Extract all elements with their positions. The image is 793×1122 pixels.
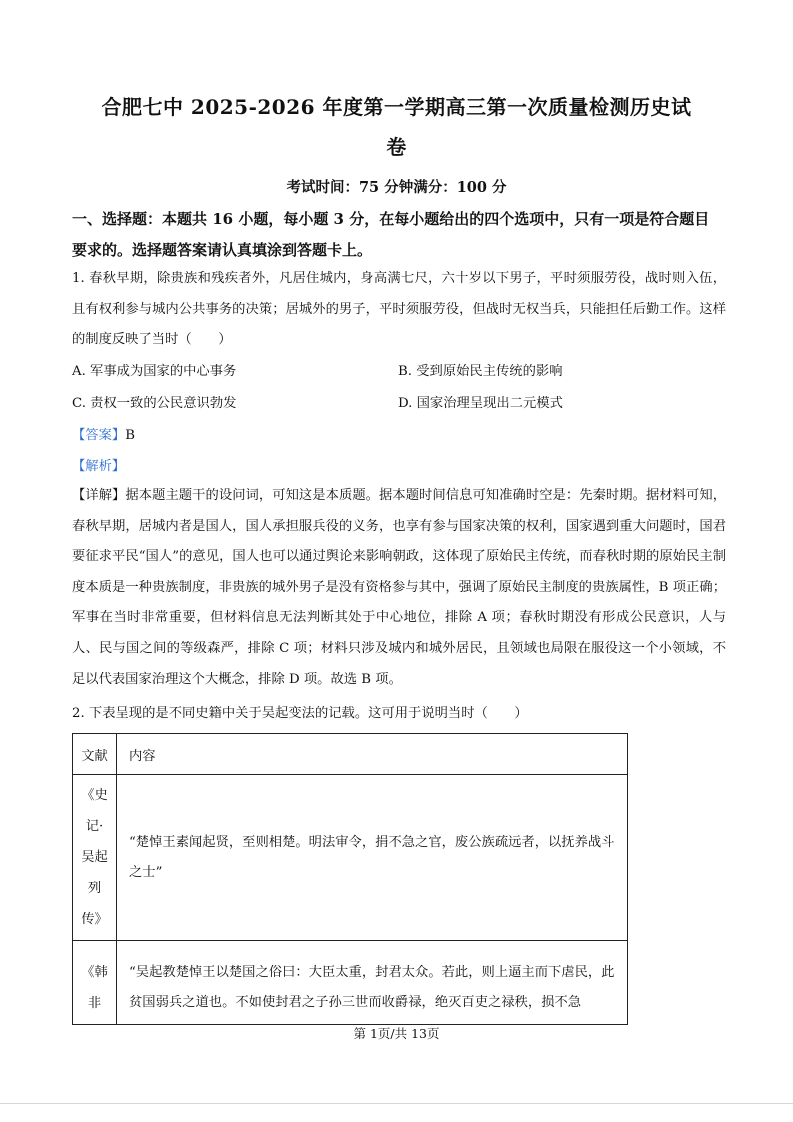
answer-value: B [125, 428, 135, 443]
question-2-stem: 2. 下表呈现的是不同史籍中关于吴起变法的记载。这可用于说明当时（ ） [72, 706, 528, 721]
history-table [72, 733, 628, 1025]
exam-info: 考试时间：75 分钟满分：100 分 [286, 179, 507, 196]
answer-label: 【答案】 [72, 428, 126, 443]
table-row [73, 941, 628, 1025]
row-content: “楚悼王素闻起贤，至则相楚。明法审令，捐不急之官，废公族疏远者，以抚养战斗之士” [129, 834, 615, 880]
row-source: 《史记·吴起列传》 [81, 788, 108, 927]
table-header-row [73, 734, 628, 775]
header-content: 内容 [117, 734, 628, 775]
question-1-stem: 1. 春秋早期，除贵族和残疾者外，凡居住城内，身高满七尺，六十岁以下男子，平时须服劳役，战时则入伍，且有权利参与城内公共事务的决策；居城外的男子，平时须服劳役，但战时无权当兵，只能担任后勤工作。这样的制度反映了当时（ ） [72, 271, 726, 348]
section-heading: 一、选择题：本题共 16 小题，每小题 3 分，在每小题给出的四个选项中，只有一项是符合题目要求的。选择题答案请认真填涂到答题卡上。 [72, 210, 710, 259]
detail-label: 【详解】 [72, 488, 126, 503]
page-title-line1: 合肥七中 2025-2026 年度第一学期高三第一次质量检测历史试 [101, 95, 692, 119]
row-source: 《韩非 [81, 964, 108, 1011]
option-c: C. 责权一致的公民意识勃发 [72, 396, 237, 411]
detail-text: 据本题主题干的设问词，可知这是本质题。据本题时间信息可知准确时空是：先秦时期。据材料可知，春秋早期，居城内者是国人，国人承担服兵役的义务，也享有参与国家决策的权利，国家遇到重大问题时，国君要征求平民“国人”的意见，国人也可以通过舆论来影响朝政，这体现了原始民主传统，而春秋时期的原始民主制度本质是一种贵族制度，非贵族的城外男子是没有资格参与其中，强调了原始民主制度的贵族属性，B 项正确；军事在当时非常重要，但材料信息无法判断其处于中心地位，排除 A 项；春秋时期没有形成公民意识，人与人、民与国之间的等级森严，排除 C 项；材料只涉及城内和城外居民，且领域也局限在服役这一个小领域，不足以代表国家治理这个大概念，排除 D 项。故选 B 项。 [72, 488, 727, 687]
option-b: B. 受到原始民主传统的影响 [398, 364, 563, 379]
option-d: D. 国家治理呈现出二元模式 [398, 396, 563, 411]
analysis-label: 【解析】 [72, 459, 126, 474]
row-content: “吴起教楚悼王以楚国之俗曰：大臣太重，封君太众。若此，则上逼主而下虐民，此贫国弱兵之道也。不如使封君之子孙三世而收爵禄，绝灭百吏之禄秩，损不急 [129, 964, 615, 1010]
header-source: 文献 [73, 734, 117, 775]
option-a: A. 军事成为国家的中心事务 [72, 364, 237, 379]
analysis-line [72, 457, 125, 477]
page-title-line2: 卷 [386, 135, 407, 159]
table-row [73, 775, 628, 941]
page-divider [0, 1103, 793, 1104]
page-footer: 第 1页/共 13页 [353, 1026, 440, 1041]
detail-paragraph [72, 481, 726, 695]
answer-line [72, 426, 135, 446]
